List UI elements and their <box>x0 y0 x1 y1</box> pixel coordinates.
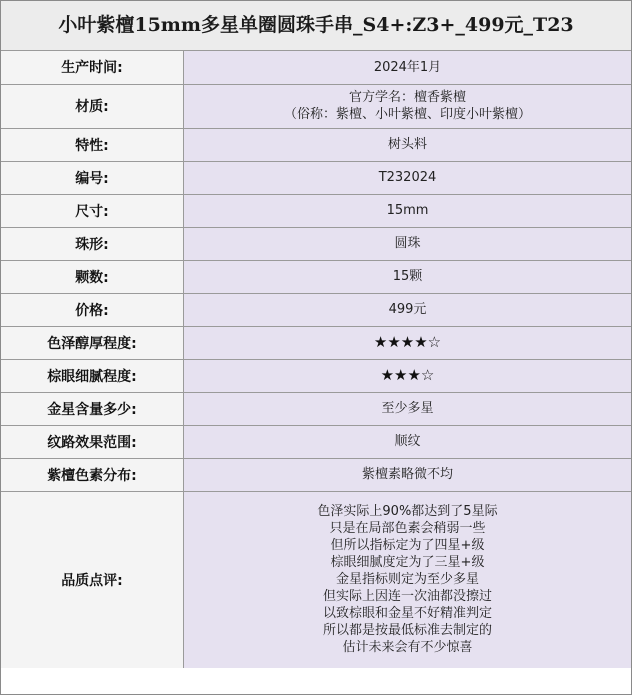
table-row-price <box>1 293 631 326</box>
label-quality-review: 品质点评: <box>1 491 184 668</box>
spec-table <box>1 51 631 668</box>
star-rating-icon: ★★★★☆ <box>373 333 442 351</box>
value-gold-star: 至少多星 <box>184 392 632 425</box>
table-row-quality-review <box>1 491 631 668</box>
table-row-grain <box>1 425 631 458</box>
label-pigment: 紫檀色素分布: <box>1 458 184 491</box>
table-row-bead-count <box>1 260 631 293</box>
label-production-date: 生产时间: <box>1 51 184 84</box>
label-grain: 纹路效果范围: <box>1 425 184 458</box>
value-bead-count: 15颗 <box>184 260 632 293</box>
table-row-serial <box>1 161 631 194</box>
label-pore-fineness: 棕眼细腻程度: <box>1 359 184 392</box>
value-quality-review: 色泽实际上90%都达到了5星际 只是在局部色素会稍弱一些 但所以指标定为了四星+级 棕眼细腻度定为了三星+级 金星指标则定为至少多星 但实际上因连一次油都没擦过 以致棕眼和金星不好精准判定 所以都是按最低标准去制定的 估计未来会有不少惊喜 <box>184 491 632 668</box>
label-bead-shape: 珠形: <box>1 227 184 260</box>
table-row-material <box>1 84 631 128</box>
value-grain: 顺纹 <box>184 425 632 458</box>
value-feature: 树头料 <box>184 128 632 161</box>
label-color-richness: 色泽醇厚程度: <box>1 326 184 359</box>
table-row-gold-star <box>1 392 631 425</box>
value-pigment: 紫檀素略微不均 <box>184 458 632 491</box>
value-material: 官方学名：檀香紫檀 （俗称：紫檀、小叶紫檀、印度小叶紫檀） <box>184 84 632 128</box>
table-row-production-date <box>1 51 631 84</box>
rating-color-richness <box>184 326 632 359</box>
value-production-date: 2024年1月 <box>184 51 632 84</box>
label-material: 材质: <box>1 84 184 128</box>
label-gold-star: 金星含量多少: <box>1 392 184 425</box>
label-size: 尺寸: <box>1 194 184 227</box>
value-price: 499元 <box>184 293 632 326</box>
label-price: 价格: <box>1 293 184 326</box>
table-row-pore-fineness <box>1 359 631 392</box>
table-row-feature <box>1 128 631 161</box>
label-feature: 特性: <box>1 128 184 161</box>
label-serial: 编号: <box>1 161 184 194</box>
label-bead-count: 颗数: <box>1 260 184 293</box>
value-size: 15mm <box>184 194 632 227</box>
product-title: 小叶紫檀15mm多星单圈圆珠手串_S4+:Z3+_499元_T23 <box>1 1 631 51</box>
table-row-size <box>1 194 631 227</box>
star-rating-icon: ★★★☆ <box>380 366 435 384</box>
table-row-color-richness <box>1 326 631 359</box>
rating-pore-fineness <box>184 359 632 392</box>
value-serial: T232024 <box>184 161 632 194</box>
value-bead-shape: 圆珠 <box>184 227 632 260</box>
table-row-bead-shape <box>1 227 631 260</box>
table-row-pigment <box>1 458 631 491</box>
